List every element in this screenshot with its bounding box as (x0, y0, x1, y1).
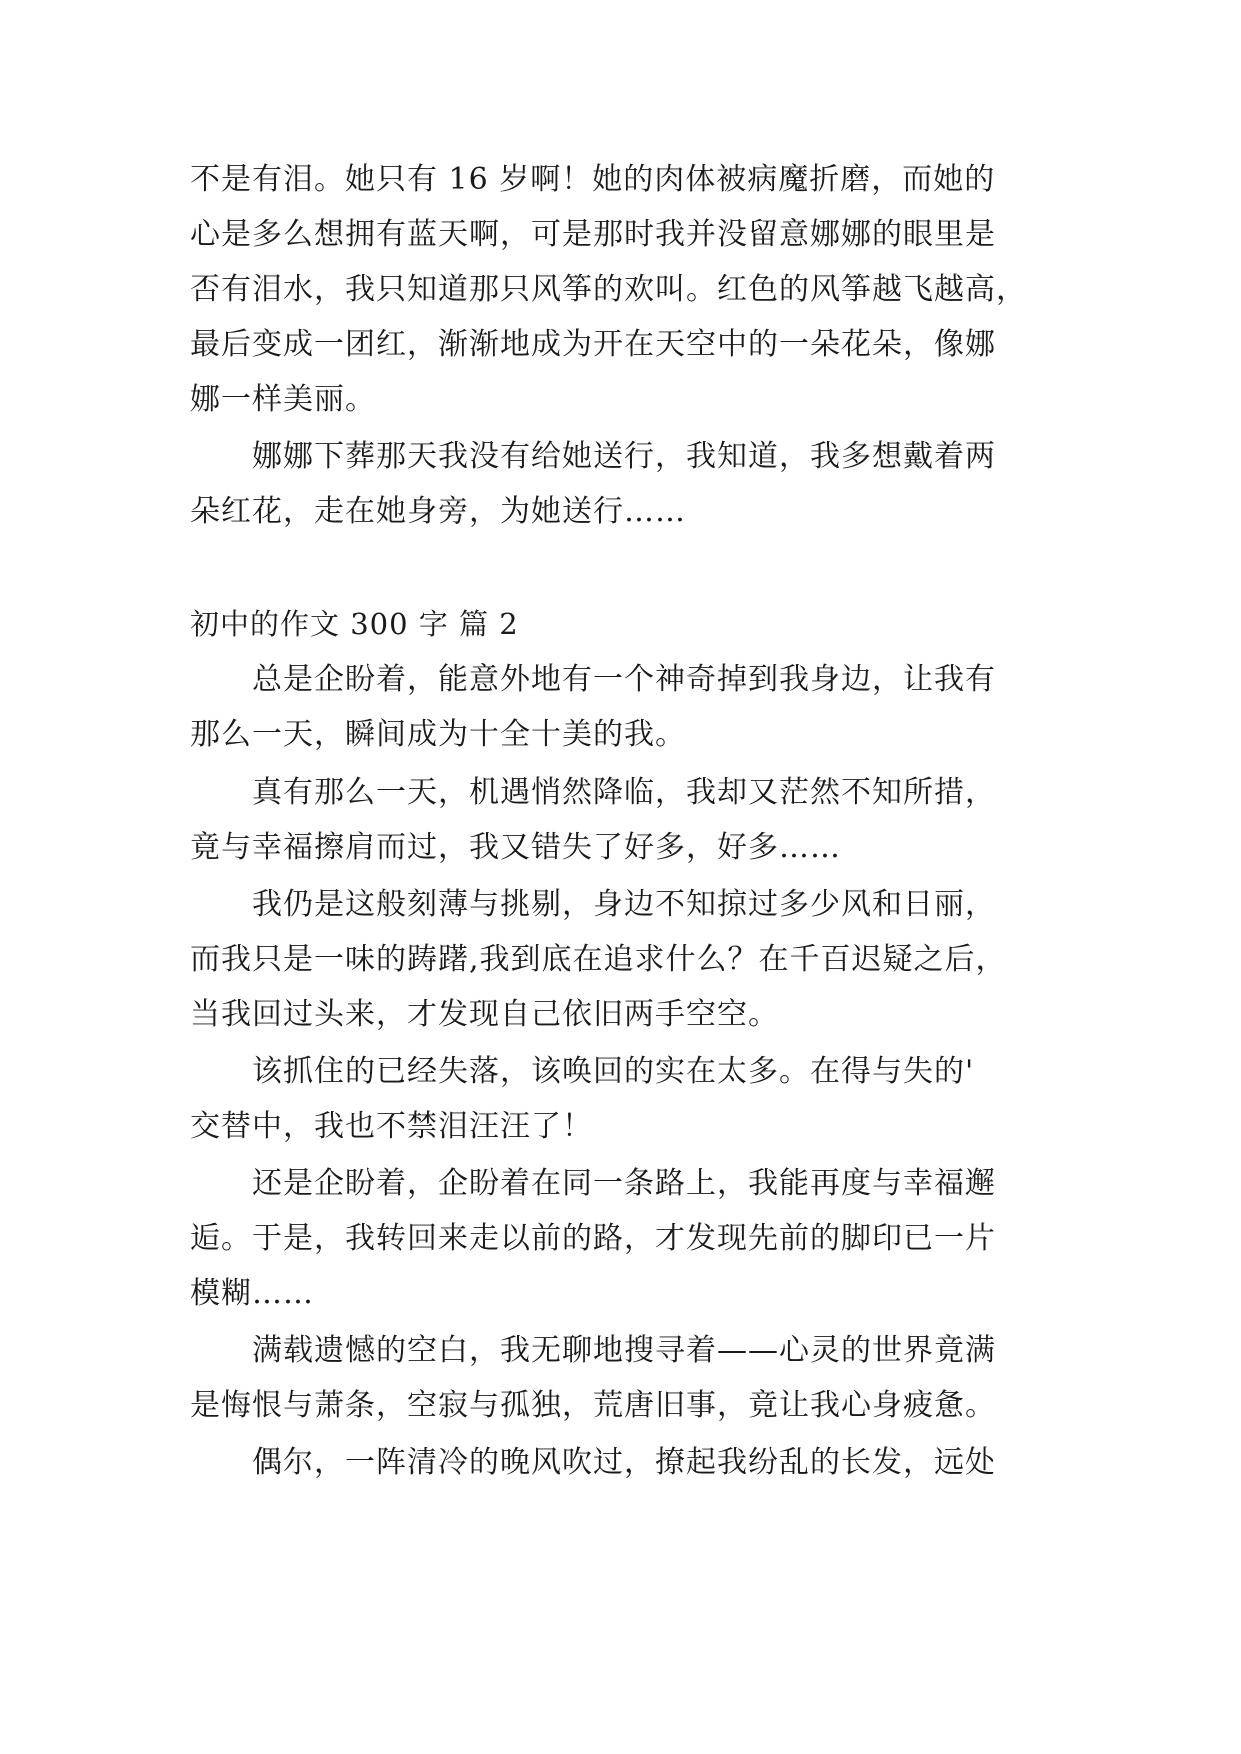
text-line: 是悔恨与萧条，空寂与孤独，荒唐旧事，竟让我心身疲惫。 (190, 1388, 996, 1423)
text-line: 而我只是一味的踌躇,我到底在追求什么？在千百迟疑之后， (190, 942, 1007, 977)
text-line: 心是多么想拥有蓝天啊，可是那时我并没留意娜娜的眼里是 (190, 217, 996, 252)
text-line: 满载遗憾的空白，我无聊地搜寻着——心灵的世界竟满 (252, 1333, 996, 1368)
text-line: 娜一样美丽。 (190, 382, 376, 417)
text-line: 我仍是这般刻薄与挑剔，身边不知掠过多少风和日丽， (252, 887, 996, 922)
text-line: 朵红花，走在她身旁，为她送行…… (190, 494, 686, 529)
text-line: 当我回过头来，才发现自己依旧两手空空。 (190, 997, 779, 1032)
text-line: 交替中，我也不禁泪汪汪了！ (190, 1109, 593, 1144)
text-line: 那么一天，瞬间成为十全十美的我。 (190, 717, 686, 752)
text-line: 最后变成一团红，渐渐地成为开在天空中的一朵花朵，像娜 (190, 327, 996, 362)
text-line: 娜娜下葬那天我没有给她送行，我知道，我多想戴着两 (252, 439, 996, 474)
text-line: 偶尔，一阵清冷的晚风吹过，撩起我纷乱的长发，远处 (252, 1445, 996, 1480)
text-line: 逅。于是，我转回来走以前的路，才发现先前的脚印已一片 (190, 1221, 996, 1256)
text-line: 还是企盼着，企盼着在同一条路上，我能再度与幸福邂 (252, 1166, 996, 1201)
text-line: 总是企盼着，能意外地有一个神奇掉到我身边，让我有 (252, 662, 996, 697)
text-line: 竟与幸福擦肩而过，我又错失了好多，好多…… (190, 830, 841, 865)
text-line: 模糊…… (190, 1276, 314, 1311)
text-line: 否有泪水，我只知道那只风筝的欢叫。红色的风筝越飞越高， (190, 272, 1027, 307)
section-heading: 初中的作文 300 字 篇 2 (190, 607, 519, 641)
text-line: 该抓住的已经失落，该唤回的实在太多。在得与失的' (252, 1054, 975, 1089)
text-line: 不是有泪。她只有 16 岁啊！她的肉体被病魔折磨，而她的 (190, 162, 996, 197)
text-line: 真有那么一天，机遇悄然降临，我却又茫然不知所措， (252, 775, 996, 810)
